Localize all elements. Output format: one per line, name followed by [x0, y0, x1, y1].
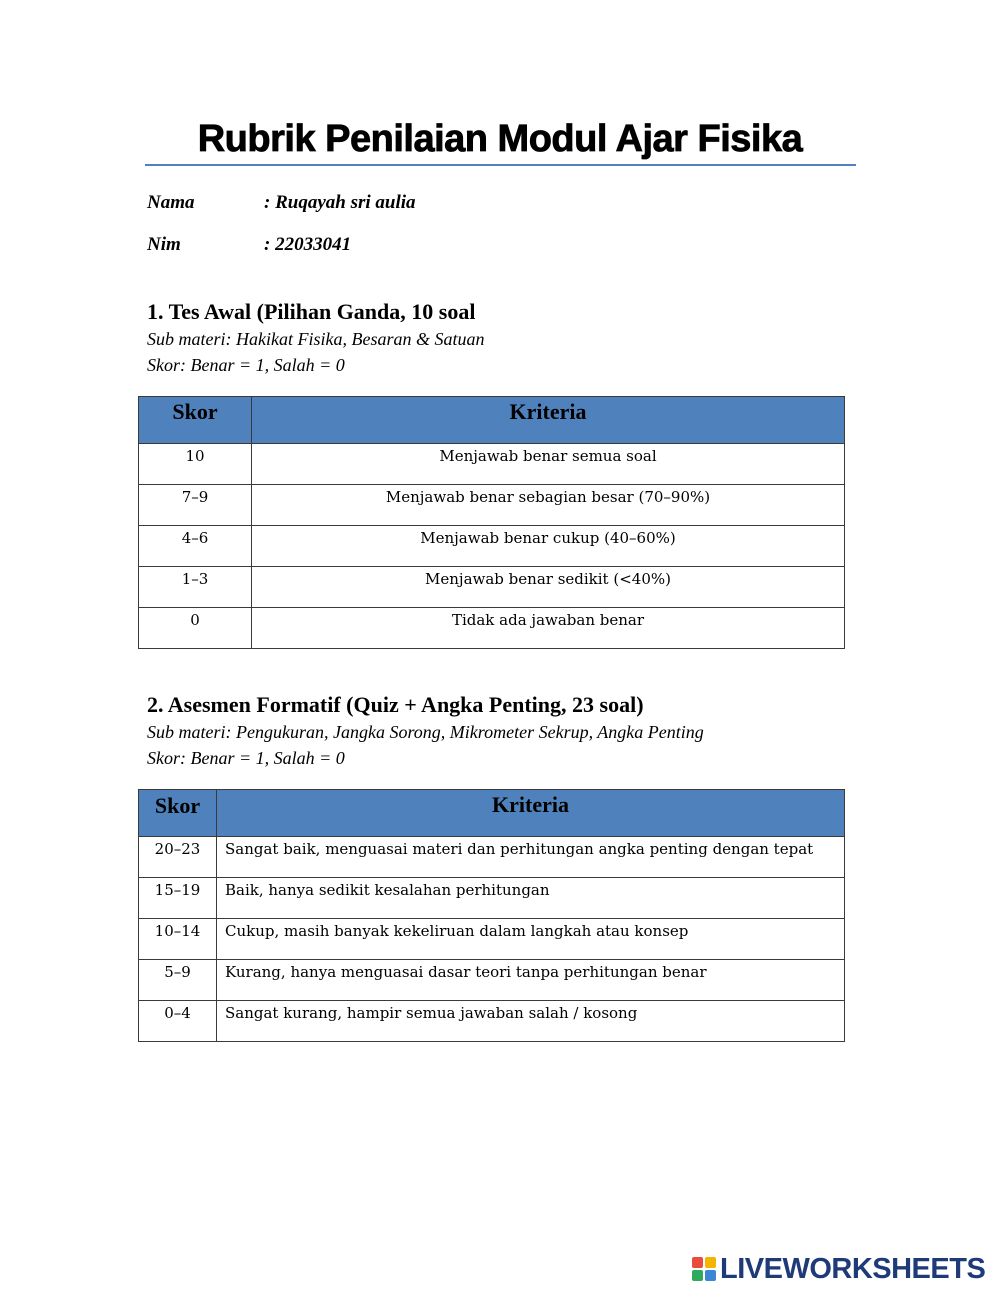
criteria-cell: Sangat baik, menguasai materi dan perhitungan angka penting dengan tepat	[217, 837, 845, 878]
table-row	[139, 1001, 845, 1042]
criteria-cell: Menjawab benar sebagian besar (70–90%)	[252, 485, 845, 526]
table-row	[139, 919, 845, 960]
section2-heading: 2. Asesmen Formatif (Quiz + Angka Penting, 23 soal)	[147, 692, 644, 717]
criteria-cell: Menjawab benar cukup (40–60%)	[252, 526, 845, 567]
nim-value: : 22033041	[264, 234, 352, 255]
table-row	[139, 485, 845, 526]
liveworksheets-logo-icon	[692, 1257, 716, 1281]
table-row	[139, 837, 845, 878]
table-row	[139, 526, 845, 567]
nim-row	[147, 234, 352, 256]
table-row	[139, 444, 845, 485]
section1-score-rule: Skor: Benar = 1, Salah = 0	[147, 355, 345, 375]
title-underline	[145, 164, 856, 166]
section2-table	[138, 789, 845, 1042]
header-skor: Skor	[139, 790, 217, 837]
table-row	[139, 878, 845, 919]
table-header-row	[139, 790, 845, 837]
section2-score-rule: Skor: Benar = 1, Salah = 0	[147, 748, 345, 768]
liveworksheets-brand[interactable]	[692, 1254, 985, 1284]
score-cell: 10	[139, 444, 252, 485]
score-cell: 20–23	[139, 837, 217, 878]
section1-sub: Sub materi: Hakikat Fisika, Besaran & Satuan	[147, 329, 485, 349]
table-header-row	[139, 397, 845, 444]
section2-sub: Sub materi: Pengukuran, Jangka Sorong, Mikrometer Sekrup, Angka Penting	[147, 722, 704, 742]
score-cell: 4–6	[139, 526, 252, 567]
criteria-cell: Kurang, hanya menguasai dasar teori tanpa perhitungan benar	[217, 960, 845, 1001]
score-cell: 7–9	[139, 485, 252, 526]
criteria-cell: Tidak ada jawaban benar	[252, 608, 845, 649]
score-cell: 1–3	[139, 567, 252, 608]
section1-table	[138, 396, 845, 649]
header-kriteria: Kriteria	[217, 790, 845, 837]
score-cell: 0	[139, 608, 252, 649]
score-cell: 5–9	[139, 960, 217, 1001]
name-label: Nama	[147, 192, 195, 213]
nim-label: Nim	[147, 234, 181, 255]
table-row	[139, 567, 845, 608]
criteria-cell: Menjawab benar semua soal	[252, 444, 845, 485]
score-cell: 15–19	[139, 878, 217, 919]
name-row	[147, 192, 416, 214]
criteria-cell: Baik, hanya sedikit kesalahan perhitungan	[217, 878, 845, 919]
brand-text: LIVEWORKSHEETS	[720, 1252, 986, 1285]
section1-heading: 1. Tes Awal (Pilihan Ganda, 10 soal	[147, 299, 476, 324]
header-kriteria: Kriteria	[252, 397, 845, 444]
header-skor: Skor	[139, 397, 252, 444]
table-row	[139, 608, 845, 649]
score-cell: 10–14	[139, 919, 217, 960]
score-cell: 0–4	[139, 1001, 217, 1042]
criteria-cell: Menjawab benar sedikit (<40%)	[252, 567, 845, 608]
criteria-cell: Cukup, masih banyak kekeliruan dalam langkah atau konsep	[217, 919, 845, 960]
criteria-cell: Sangat kurang, hampir semua jawaban salah / kosong	[217, 1001, 845, 1042]
page-title: Rubrik Penilaian Modul Ajar Fisika	[197, 118, 803, 160]
table-row	[139, 960, 845, 1001]
name-value: : Ruqayah sri aulia	[264, 192, 416, 213]
